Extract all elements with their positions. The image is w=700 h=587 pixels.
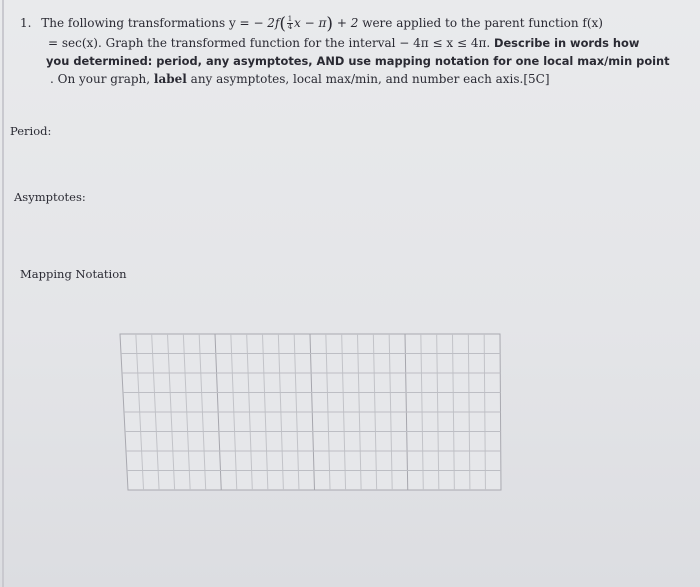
open-paren: (: [279, 14, 287, 34]
mapping-notation-label: Mapping Notation: [20, 267, 127, 281]
graph-grid[interactable]: [118, 332, 502, 492]
question-line3-bold: you determined: period, any asymptotes, AND use mapping notation for one local max/min point: [46, 54, 670, 68]
question-line-4: [50, 70, 550, 88]
question-number: 1.: [20, 16, 32, 30]
fraction-numerator: 1: [287, 15, 293, 23]
question-line-2: [48, 34, 639, 52]
period-label: Period:: [10, 124, 52, 138]
question-line4-prefix: . On your graph,: [50, 72, 151, 86]
fraction-denominator: 4: [287, 23, 293, 31]
graph-grid-svg: [118, 332, 502, 492]
question-line1-rest: were applied to the parent function f(x): [362, 16, 603, 30]
asymptotes-label: Asymptotes:: [14, 190, 86, 204]
question-line2-bold: Describe in words how: [494, 36, 640, 50]
fraction: [287, 16, 293, 31]
question-line4-bold: label: [153, 72, 187, 86]
close-paren: ): [326, 14, 334, 34]
question-line-3: [46, 52, 670, 70]
question-intro: The following transformations y =: [41, 16, 250, 30]
question-line2-start: = sec(x). Graph the transformed function for the interval − 4π ≤ x ≤ 4π.: [48, 36, 491, 50]
equation-part-b: x − π: [294, 16, 327, 30]
question-line4-rest: any asymptotes, local max/min, and number each axis.[5C]: [190, 72, 550, 86]
page-edge: [2, 0, 4, 587]
equation-part-a: − 2f: [253, 16, 280, 30]
question-line-1: [20, 14, 603, 33]
equation-part-c: + 2: [336, 16, 359, 30]
